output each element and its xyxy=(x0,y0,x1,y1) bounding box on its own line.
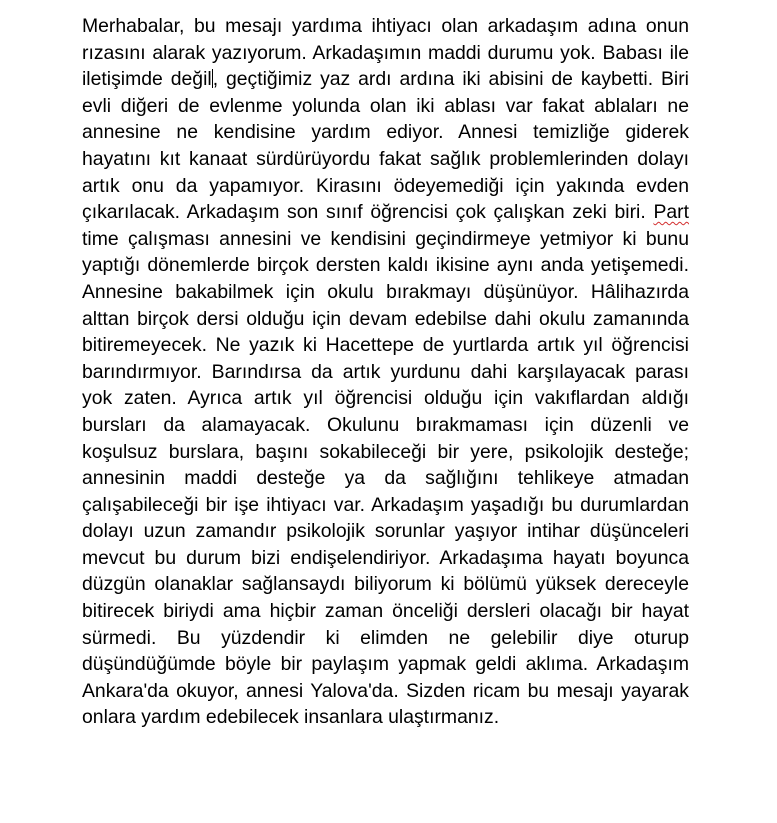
text-segment-2: , geçtiğimiz yaz ardı ardına iki abisini de kaybetti. Biri evli diğeri de evlenme yolunda olan iki ablası var fakat ablaları ne annesine ne kendisine yardım ediyor. Annesi temizliğe giderek hayatını kıt kanaat sürdürüyordu fakat sağlık problemlerinden dolayı artık onu da yapamıyor. Kirasını ödeyemediği için yakında evden çıkarılacak. Arkadaşım son sınıf öğrencisi çok çalışkan zeki biri. xyxy=(82,68,689,224)
body-paragraph[interactable] xyxy=(82,13,689,731)
text-segment-3: time çalışması annesini ve kendisini geçindirmeye yetmiyor ki bunu yaptığı dönemlerde birçok dersten kaldı ikisine aynı anda yetişemedi. Annesine bakabilmek için okulu bırakmayı düşünüyor. Hâlihazırda alttan birçok dersi olduğu için devam edebilse dahi okulu zamanında bitiremeyecek. Ne yazık ki Hacettepe de yurtlarda artık yıl öğrencisi barındırmıyor. Barındırsa da artık yurdunu dahi karşılayacak parası yok zaten. Ayrıca artık yıl öğrencisi olduğu için vakıflardan aldığı bursları da alamayacak. Okulunu bırakmaması için düzenli ve koşulsuz burslara, başını sokabileceği bir yere, psikolojik desteğe; annesinin maddi desteğe ya da sağlığını tehlikeye atmadan çalışabileceği bir işe ihtiyacı var. Arkadaşım yaşadığı bu durumlardan dolayı uzun zamandır psikolojik sorunlar yaşıyor intihar düşünceleri mevcut bu durum bizi endişelendiriyor. Arkadaşıma hayatı boyunca düzgün olanaklar sağlansaydı biliyorum ki bölümü yüksek dereceyle bitirecek biriydi ama hiçbir zaman önceliği dersleri olacağı bir hayat sürmedi. Bu yüzdendir ki elimden ne gelebilir diye oturup düşündüğümde böyle bir paylaşım yapmak geldi aklıma. Arkadaşım Ankara'da okuyor, annesi Yalova'da. Sizden ricam bu mesajı yayarak onlara yardım edebilecek insanlara ulaştırmanız. xyxy=(82,227,689,729)
text-segment-1: Merhabalar, bu mesajı yardıma ihtiyacı olan arkadaşım adına onun rızasını alarak yazıyorum. Arkadaşımın maddi durumu yok. Babası ile iletişimde değil xyxy=(82,15,689,91)
spellcheck-flagged-word[interactable]: Part xyxy=(653,201,689,224)
